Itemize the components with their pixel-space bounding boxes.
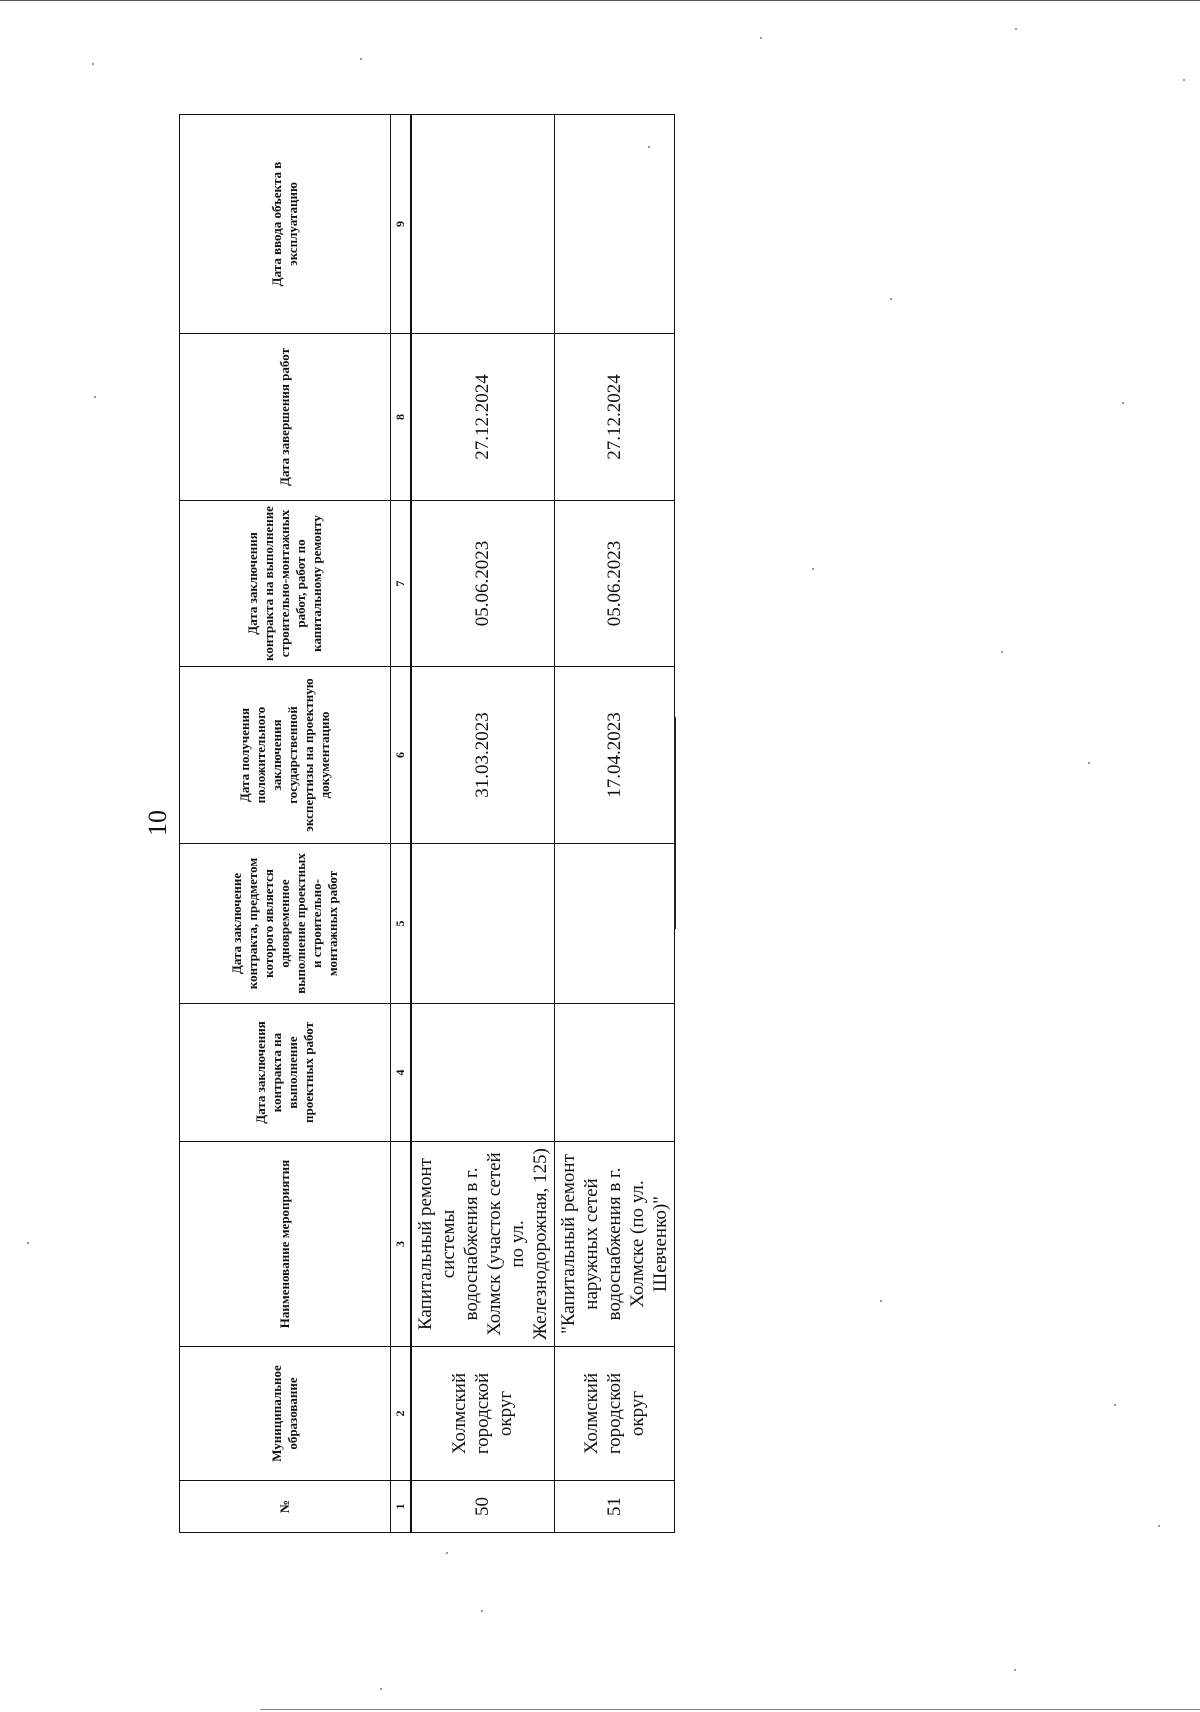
scan-speck bbox=[1183, 79, 1185, 81]
row-number-cell: 51 bbox=[554, 1481, 674, 1533]
separator-line bbox=[674, 717, 676, 929]
scan-speck bbox=[360, 58, 362, 60]
header-row bbox=[180, 115, 391, 1533]
scan-speck bbox=[481, 1610, 483, 1612]
construction-contract-date-cell: 05.06.2023 bbox=[554, 501, 674, 667]
header-cell-expertise-date: Дата получения положительного заключения государственной экспертизы на проектную документацию bbox=[180, 667, 391, 844]
municipality-cell: Холмский городской округ bbox=[411, 1347, 555, 1481]
header-cell-combined-contract-date: Дата заключение контракта, предметом которого является одновременное выполнение проектных и строительно-монтажных работ bbox=[180, 844, 391, 1004]
table-row bbox=[411, 115, 555, 1533]
completion-date-cell: 27.12.2024 bbox=[554, 334, 674, 501]
construction-contract-date-cell: 05.06.2023 bbox=[411, 501, 555, 667]
municipality-cell: Холмский городской округ bbox=[554, 1347, 674, 1481]
combined-contract-date-cell bbox=[554, 844, 674, 1004]
scan-speck bbox=[1014, 1669, 1016, 1671]
column-number-cell: 1 bbox=[391, 1481, 411, 1533]
scan-speck bbox=[648, 146, 650, 148]
scan-speck bbox=[94, 396, 96, 398]
row-number-cell: 50 bbox=[411, 1481, 555, 1533]
schedule-table bbox=[179, 114, 675, 1533]
header-cell-design-contract-date: Дата заключения контракта на выполнение проектных работ bbox=[180, 1004, 391, 1142]
header-cell-number: № bbox=[180, 1481, 391, 1533]
scan-speck bbox=[890, 298, 892, 300]
expertise-date-cell: 17.04.2023 bbox=[554, 667, 674, 844]
scan-speck bbox=[1088, 762, 1090, 764]
commissioning-date-cell bbox=[411, 115, 555, 334]
scan-speck bbox=[1015, 28, 1017, 30]
scan-speck bbox=[1114, 1404, 1116, 1406]
scan-bottom-edge bbox=[260, 1709, 1200, 1710]
rotated-table-container bbox=[179, 115, 671, 1533]
scan-speck bbox=[812, 568, 814, 570]
column-number-cell: 2 bbox=[391, 1347, 411, 1481]
scan-speck bbox=[880, 1300, 882, 1302]
column-number-cell: 3 bbox=[391, 1142, 411, 1347]
scan-speck bbox=[92, 63, 94, 65]
measure-name-cell: "Капитальный ремонт наружных сетей водоснабжения в г. Холмске (по ул. Шевченко)" bbox=[554, 1142, 674, 1347]
scan-speck bbox=[1158, 1525, 1160, 1527]
table-row bbox=[554, 115, 674, 1533]
column-number-cell: 4 bbox=[391, 1004, 411, 1142]
header-cell-municipality: Муниципальное образование bbox=[180, 1347, 391, 1481]
scan-speck bbox=[1122, 402, 1124, 404]
column-number-cell: 5 bbox=[391, 844, 411, 1004]
header-cell-measure-name: Наименование мероприятия bbox=[180, 1142, 391, 1347]
header-cell-construction-contract-date: Дата заключения контракта на выполнение строительно-монтажных работ, работ по капитальному ремонту bbox=[180, 501, 391, 667]
page-number: 10 bbox=[143, 810, 172, 836]
column-number-cell: 9 bbox=[391, 115, 411, 334]
column-number-cell: 7 bbox=[391, 501, 411, 667]
measure-name-cell: Капитальный ремонт системы водоснабжения в г. Холмск (участок сетей по ул. Железнодорожная, 125) bbox=[411, 1142, 555, 1347]
scan-speck bbox=[760, 37, 762, 39]
design-contract-date-cell bbox=[411, 1004, 555, 1142]
scan-speck bbox=[446, 1552, 448, 1554]
column-number-cell: 6 bbox=[391, 667, 411, 844]
scan-top-edge bbox=[0, 0, 1200, 1]
scan-speck bbox=[1001, 651, 1003, 653]
completion-date-cell: 27.12.2024 bbox=[411, 334, 555, 501]
combined-contract-date-cell bbox=[411, 844, 555, 1004]
header-cell-completion-date: Дата завершения работ bbox=[180, 334, 391, 501]
column-number-cell: 8 bbox=[391, 334, 411, 501]
header-cell-commissioning-date: Дата ввода объекта в эксплуатацию bbox=[180, 115, 391, 334]
design-contract-date-cell bbox=[554, 1004, 674, 1142]
column-number-row bbox=[391, 115, 411, 1533]
scan-speck bbox=[380, 1688, 382, 1690]
scan-speck bbox=[27, 1242, 29, 1244]
commissioning-date-cell bbox=[554, 115, 674, 334]
expertise-date-cell: 31.03.2023 bbox=[411, 667, 555, 844]
